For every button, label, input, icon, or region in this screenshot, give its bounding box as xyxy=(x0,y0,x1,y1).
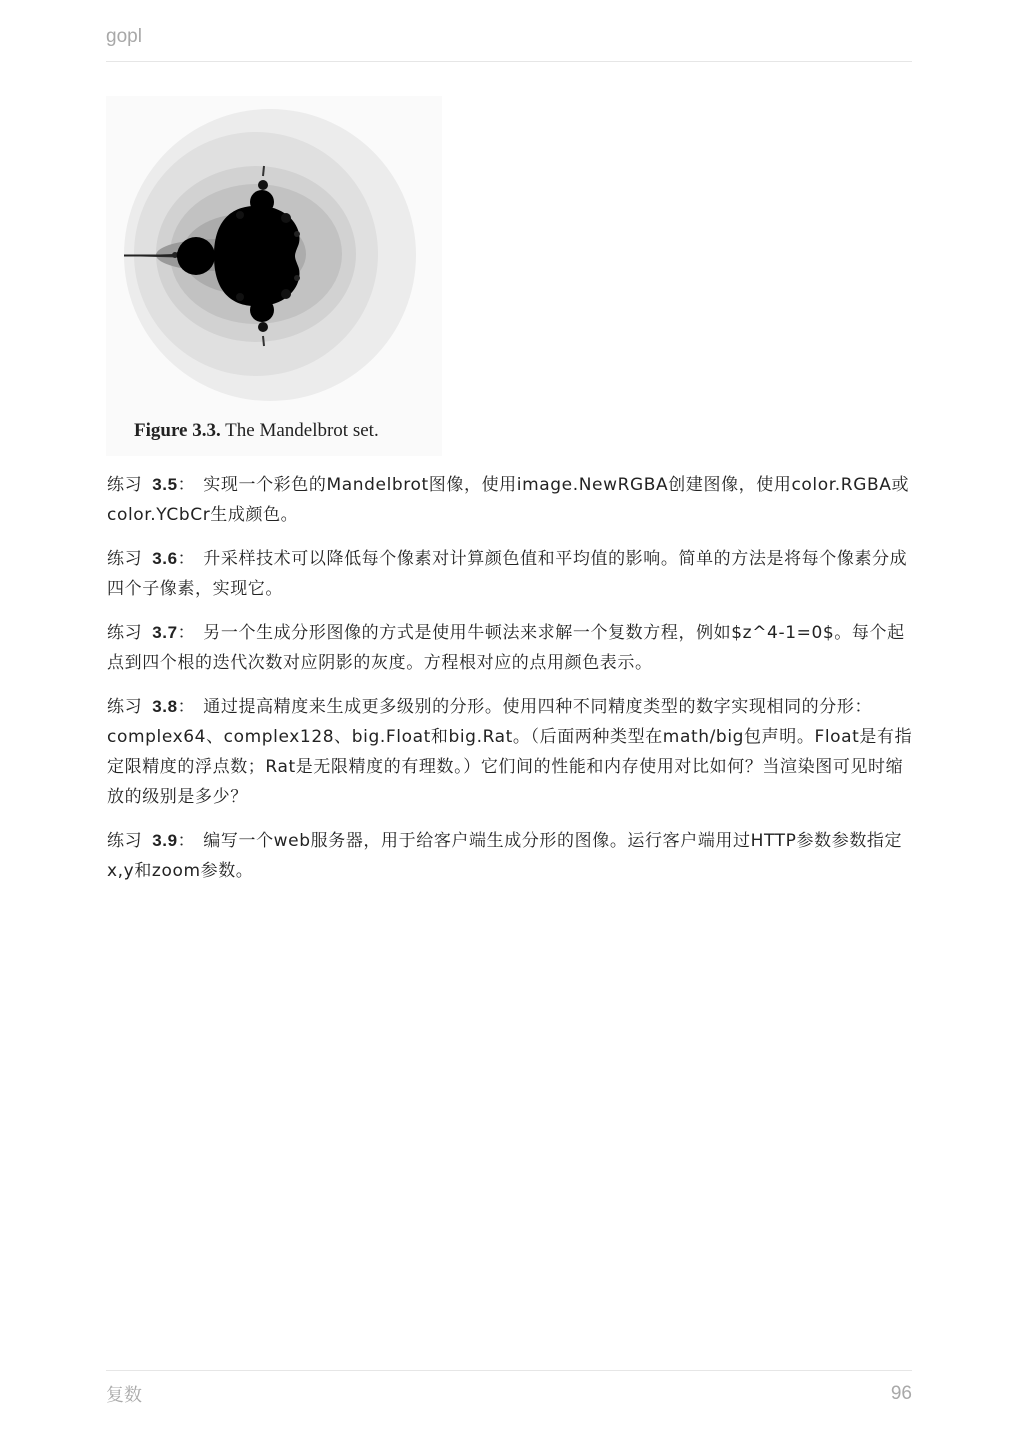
exercise-text: 通过提高精度来生成更多级别的分形。使用四种不同精度类型的数字实现相同的分形：complex64、complex128、big.Float和big.Rat。（后面两种类型在math/big包声明。Float是有指定限精度的浮点数；Rat是无限精度的有理数。）它们间的性能和内存使用对比如何？当渲染图可见时缩放的级别是多少？ xyxy=(107,697,913,807)
page-footer xyxy=(106,1370,912,1411)
mandelbrot-image xyxy=(106,96,442,416)
exercise-3-8 xyxy=(107,692,913,812)
exercise-colon: ： xyxy=(177,697,196,717)
exercise-list xyxy=(107,470,913,900)
figure-caption-label: Figure 3.3. xyxy=(134,420,221,441)
book-title: gopl xyxy=(106,26,142,47)
exercise-label: 练习 xyxy=(107,623,143,643)
page-number: 96 xyxy=(890,1383,912,1404)
figure-caption xyxy=(134,420,379,442)
exercise-text: 升采样技术可以降低每个像素对计算颜色值和平均值的影响。简单的方法是将每个像素分成四个子像素，实现它。 xyxy=(107,549,908,599)
exercise-colon: ： xyxy=(177,623,196,643)
mandelbrot-figure xyxy=(106,96,442,456)
exercise-number: 3.9 xyxy=(152,831,178,850)
exercise-3-5 xyxy=(107,470,913,530)
exercise-text: 另一个生成分形图像的方式是使用牛顿法来求解一个复数方程，例如$z^4-1=0$。每个起点到四个根的迭代次数对应阴影的灰度。方程根对应的点用颜色表示。 xyxy=(107,623,905,673)
exercise-number: 3.5 xyxy=(152,475,178,494)
exercise-label: 练习 xyxy=(107,475,143,495)
exercise-number: 3.6 xyxy=(152,549,178,568)
exercise-number: 3.7 xyxy=(152,623,178,642)
exercise-number: 3.8 xyxy=(152,697,178,716)
exercise-label: 练习 xyxy=(107,831,143,851)
exercise-3-7 xyxy=(107,618,913,678)
chapter-name: 复数 xyxy=(106,1385,142,1406)
exercise-3-9 xyxy=(107,826,913,886)
exercise-colon: ： xyxy=(177,831,196,851)
page-header xyxy=(106,24,912,62)
figure-caption-text: The Mandelbrot set. xyxy=(225,420,379,441)
exercise-text: 编写一个web服务器，用于给客户端生成分形的图像。运行客户端用过HTTP参数参数指定x,y和zoom参数。 xyxy=(107,831,903,881)
exercise-3-6 xyxy=(107,544,913,604)
exercise-colon: ： xyxy=(177,475,196,495)
exercise-text: 实现一个彩色的Mandelbrot图像，使用image.NewRGBA创建图像，使用color.RGBA或color.YCbCr生成颜色。 xyxy=(107,475,910,525)
exercise-label: 练习 xyxy=(107,549,143,569)
exercise-label: 练习 xyxy=(107,697,143,717)
exercise-colon: ： xyxy=(177,549,196,569)
